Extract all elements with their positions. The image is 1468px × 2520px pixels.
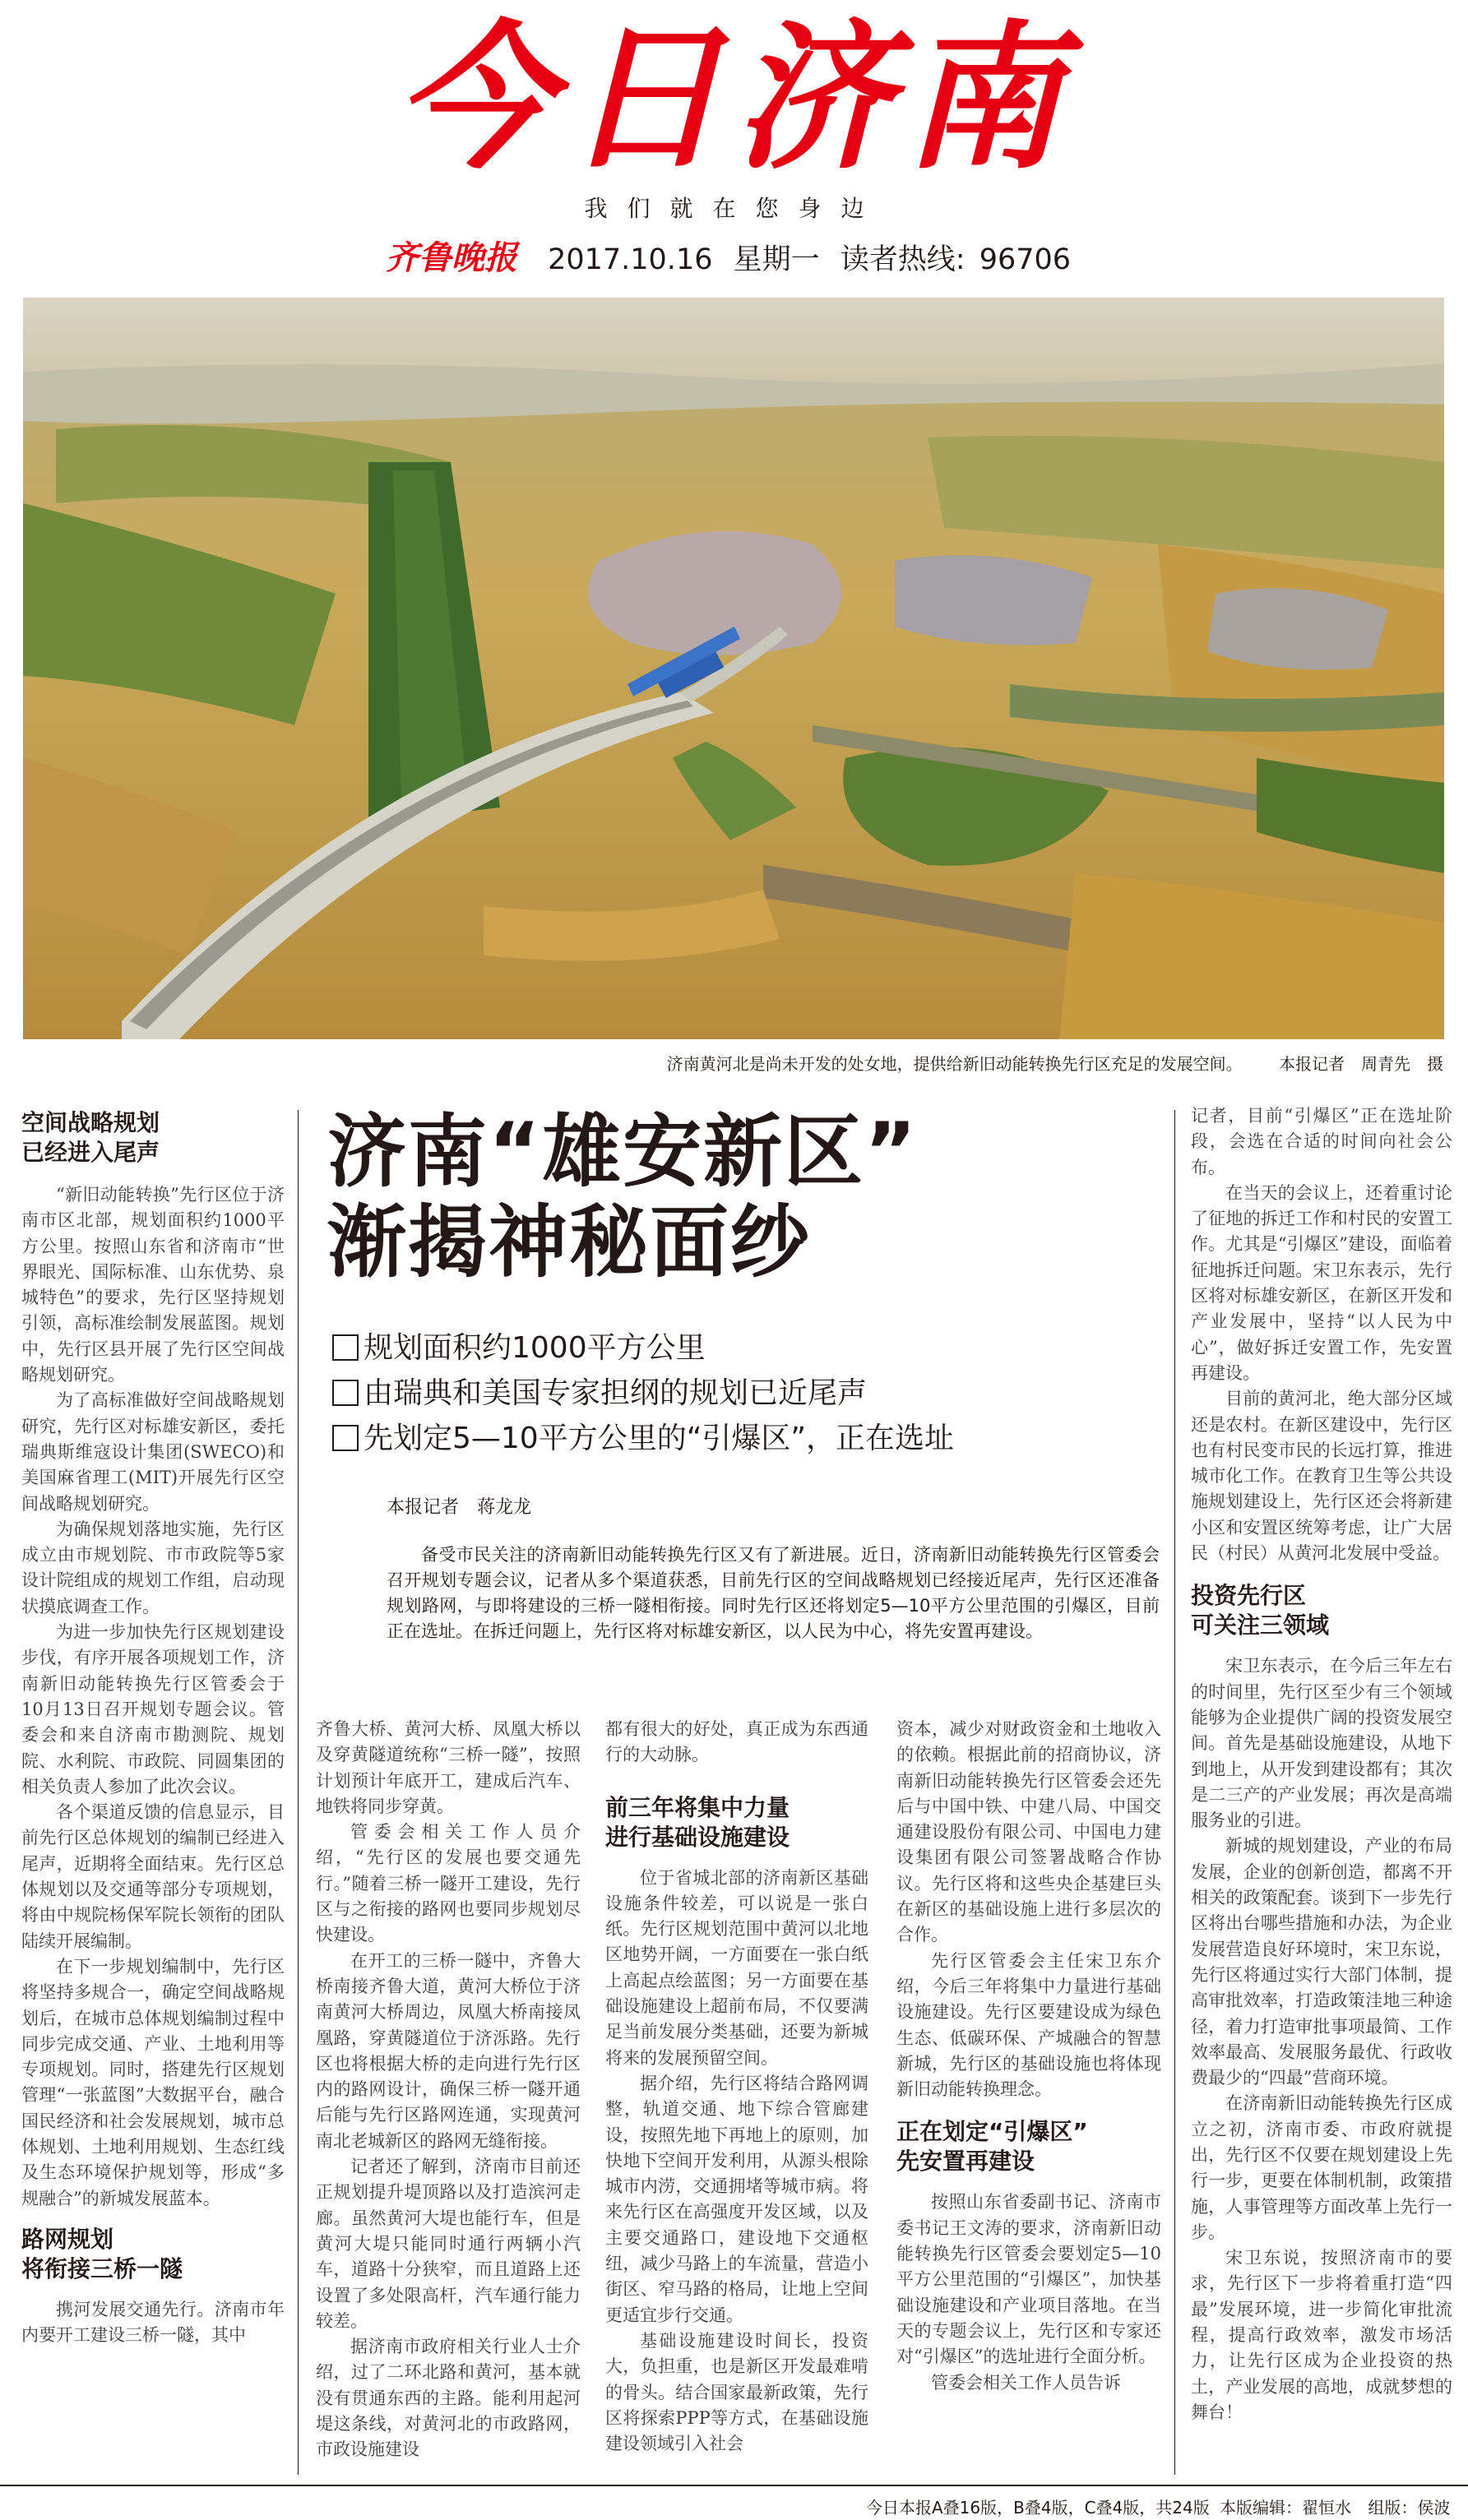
- edition-info: 今日本报A叠16版，B叠4版，C叠4版，共24版: [866, 2498, 1210, 2518]
- checkbox-icon: [332, 1334, 359, 1361]
- paragraph: 资本，减少对财政资金和土地收入的依赖。根据此前的招商协议，济南新旧动能转换先行区管委会还先后与中国中铁、中建八局、中国交通建设股份有限公司、中国电力建设集团有限公司签署战略合作协议。先行区将和这些央企基建巨头在新区的基础设施上进行多层次的合作。: [896, 1719, 1161, 1945]
- issue-date: 2017.10.16: [548, 243, 713, 276]
- photo-credit: 本报记者 周青先 摄: [1279, 1054, 1443, 1074]
- deck: [332, 1325, 954, 1461]
- section-title: 投资先行区 可关注三领域: [1191, 1582, 1330, 1639]
- right-column: [1191, 1103, 1452, 2425]
- slogan: 我们就在您身边: [584, 195, 884, 222]
- column-rule: [1174, 1110, 1175, 2475]
- section-title: 正在划定“引爆区” 先安置再建设: [896, 2118, 1088, 2176]
- hotline-label: 读者热线:: [840, 243, 966, 276]
- staff-info: [1220, 2495, 1461, 2518]
- section-title: 前三年将集中力量 进行基础设施建设: [605, 1793, 790, 1851]
- deck-item: 规划面积约1000平方公里: [332, 1325, 954, 1371]
- checkbox-icon: [332, 1425, 359, 1451]
- paragraph: 宋卫东说，按照济南市的要求，先行区下一步将着重打造“四最”发展环境，进一步简化审批流程，提高行政效率，激发市场活力，让先行区成为企业投资的热土，产业发展的高地，成就梦想的舞台！: [1191, 2248, 1452, 2422]
- footer: [0, 2485, 1468, 2520]
- paragraph: 按照山东省委副书记、济南市委书记王文涛的要求，济南新旧动能转换先行区管委会要划定5—10平方公里范围的“引爆区”，加快基础设施建设和产业项目落地。在当天的专题会议上，先行区和专家还对“引爆区”的选址进行全面分析。: [896, 2192, 1161, 2367]
- paragraph: 在开工的三桥一隧中，齐鲁大桥南接齐鲁大道，黄河大桥位于济南黄河大桥周边，凤凰大桥南接凤凰路，穿黄隧道位于济泺路。先行区也将根据大桥的走向进行先行区内的路网设计，确保三桥一隧开通后能与先行区路网连通，实现黄河南北老城新区的路网无缝衔接。: [316, 1950, 581, 2151]
- weekday: 星期一: [733, 243, 820, 276]
- paragraph: 为确保规划落地实施，先行区成立由市规划院、市市政院等5家设计院组成的规划工作组，启动现状摸底调查工作。: [21, 1519, 285, 1616]
- paragraph: 在下一步规划编制中，先行区将坚持多规合一，确定空间战略规划后，在城市总体规划编制过程中同步完成交通、产业、土地利用等专项规划。同时，搭建先行区规划管理“一张蓝图”大数据平台，融合国民经济和社会发展规划，城市总体规划、土地利用规划、生态红线及生态环境保护规划等，形成“多规融合”的新城发展蓝本。: [21, 1956, 285, 2208]
- paragraph: 记者还了解到，济南市目前还正规划提升堤顶路以及打造滨河走廊。虽然黄河大堤也能行车，但是黄河大堤只能同时通行两辆小汽车，道路十分狭窄，而且道路上还设置了多处限高杆，汽车通行能力较差。: [316, 2157, 581, 2331]
- editor: 本版编辑：翟恒水: [1220, 2498, 1351, 2518]
- layout-editor: 组版：侯波: [1368, 2498, 1451, 2518]
- caption-text: 济南黄河北是尚未开发的处女地，提供给新旧动能转换先行区充足的发展空间。: [666, 1054, 1243, 1074]
- paragraph: 管委会相关工作人员告诉: [931, 2372, 1121, 2393]
- paragraph: 管委会相关工作人员介绍，“先行区的发展也要交通先行。”随着三桥一隧开工建设，先行区与之衔接的路网也要同步规划尽快建设。: [316, 1822, 581, 1945]
- paragraph: 宋卫东表示，在今后三年左右的时间里，先行区至少有三个领域能够为企业提供广阔的投资发展空间。首先是基础设施建设，从地下到地上，从开发到建设都有；其次是二三产的产业发展；再次是高端服务业的引进。: [1191, 1656, 1452, 1831]
- column-2: [316, 1717, 581, 2463]
- headline: 济南“雄安新区” 渐揭神秘面纱: [327, 1106, 919, 1288]
- deck-item: 由瑞典和美国专家担纲的规划已近尾声: [332, 1371, 954, 1416]
- left-column: [21, 1108, 285, 2348]
- newspaper-title: 今日济南: [395, 7, 1073, 191]
- paragraph: 先行区管委会主任宋卫东介绍，今后三年将集中力量进行基础设施建设。先行区要建设成为绿色生态、低碳环保、产城融合的智慧新城，先行区的基础设施也将体现新旧动能转换理念。: [896, 1950, 1161, 2100]
- deck-item: 先划定5—10平方公里的“引爆区”，正在选址: [332, 1416, 954, 1461]
- column-3: [605, 1717, 868, 2457]
- paragraph: 据济南市政府相关行业人士介绍，过了二环北路和黄河，基本就没有贯通东西的主路。能利用起河堤这条线，对黄河北的市政路网，市政设施建设: [316, 2337, 581, 2460]
- paragraph: 在济南新旧动能转换先行区成立之初，济南市委、市政府就提出，先行区不仅要在规划建设上先行一步，更要在体制机制，政策措施，人事管理等方面改革上先行一步。: [1191, 2093, 1452, 2242]
- column-4: [896, 1717, 1161, 2396]
- paragraph: 据介绍，先行区将结合路网调整，轨道交通、地下综合管廊建设，按照先地下再地上的原则，加快地下空间开发利用，从源头根除城市内涝，交通拥堵等城市病。将来先行区在高强度开发区域，以及主要交通路口，建设地下交通枢纽，减少马路上的车流量，营造小街区、窄马路的格局，让地上空间更适宜步行交通。: [605, 2073, 868, 2325]
- paragraph: 齐鲁大桥、黄河大桥、凤凰大桥以及穿黄隧道统称“三桥一隧”，按照计划预计年底开工，建成后汽车、地铁将同步穿黄。: [316, 1719, 581, 1816]
- checkbox-icon: [332, 1380, 359, 1406]
- paragraph: 目前的黄河北，绝大部分区域还是农村。在新区建设中，先行区也有村民变市民的长远打算，推进城市化工作。在教育卫生等公共设施规划建设上，先行区还会将新建小区和安置区统筹考虑，让广大居民（村民）从黄河北发展中受益。: [1191, 1389, 1452, 1564]
- byline: 本报记者 蒋龙龙: [387, 1497, 532, 1518]
- masthead: [0, 0, 1468, 296]
- lead-paragraph: 备受市民关注的济南新旧动能转换先行区又有了新进展。近日，济南新旧动能转换先行区管委会召开规划专题会议，记者从多个渠道获悉，目前先行区的空间战略规划已经接近尾声，先行区还准备规划路网，与即将建设的三桥一隧相衔接。同时先行区还将划定5—10平方公里范围的引爆区，目前正在选址。在拆迁问题上，先行区将对标雄安新区，以人民为中心，将先安置再建设。: [387, 1545, 1160, 1641]
- paragraph: 新城的规划建设，产业的布局发展，企业的创新创造，都离不开相关的政策配套。谈到下一步先行区将出台哪些措施和办法，为企业发展营造良好环境时，宋卫东说，先行区将通过实行大部门体制，提高审批效率，打造政策洼地三种途径，着力打造审批事项最简、工作效率最高、发展服务最优、行政收费最少的“四最”营商环境。: [1191, 1836, 1452, 2088]
- paragraph: 记者，目前“引爆区”正在选址阶段，会选在合适的时间向社会公布。: [1191, 1106, 1452, 1177]
- paragraph: 为进一步加快先行区规划建设步伐，有序开展各项规划工作，济南新旧动能转换先行区管委会于10月13日召开规划专题会议。管委会和来自济南市勘测院、规划院、水利院、市政院、同圆集团的相关负责人参加了此次会议。: [21, 1622, 285, 1796]
- hotline-number: 96706: [979, 243, 1072, 276]
- section-title: 空间战略规划 已经进入尾声: [21, 1109, 160, 1166]
- section-title: 路网规划 将衔接三桥一隧: [21, 2225, 183, 2282]
- paragraph: 为了高标准做好空间战略规划研究，先行区对标雄安新区，委托瑞典斯维寇设计集团(SWECO)和美国麻省理工(MIT)开展先行区空间战略规划研究。: [21, 1390, 285, 1514]
- column-rule: [298, 1110, 299, 2475]
- paragraph: 都有很大的好处，真正成为东西通行的大动脉。: [605, 1719, 868, 1765]
- paragraph: 各个渠道反馈的信息显示，目前先行区总体规划的编制已经进入尾声，近期将全面结束。先行区总体规划以及交通等部分专项规划，将由中规院杨保军院长领衔的团队陆续开展编制。: [21, 1802, 285, 1951]
- photo-caption: [0, 1051, 1443, 1075]
- paragraph: “新旧动能转换”先行区位于济南市区北部，规划面积约1000平方公里。按照山东省和济南市“世界眼光、国际标准、山东优势、泉城特色”的要求，先行区坚持规划引领，高标准绘制发展蓝图。规划中，先行区县开展了先行区空间战略规划研究。: [21, 1185, 285, 1385]
- paper-logo: 齐鲁晚报: [385, 238, 517, 277]
- paragraph: 携河发展交通先行。济南市年内要开工建设三桥一隧，其中: [21, 2299, 285, 2346]
- aerial-photo: [23, 298, 1444, 1039]
- paragraph: 位于省城北部的济南新区基础设施条件较差，可以说是一张白纸。先行区规划范围中黄河以北地区地势开阔，一方面要在一张白纸上高起点绘蓝图；另一方面要在基础设施建设上超前布局，不仅要满足当前发展分类基础，还要为新城将来的发展预留空间。: [605, 1867, 868, 2068]
- paragraph: 基础设施建设时间长，投资大，负担重，也是新区开发最难啃的骨头。结合国家最新政策，先行区将探索PPP等方式，在基础设施建设领域引入社会: [605, 2330, 868, 2454]
- info-bar: [0, 232, 1468, 279]
- paragraph: 在当天的会议上，还着重讨论了征地的拆迁工作和村民的安置工作。尤其是“引爆区”建设，面临着征地拆迁问题。宋卫东表示，先行区将对标雄安新区，在新区开发和产业发展中，坚持“以人民为中心”，做好拆迁安置工作，先安置再建设。: [1191, 1182, 1452, 1383]
